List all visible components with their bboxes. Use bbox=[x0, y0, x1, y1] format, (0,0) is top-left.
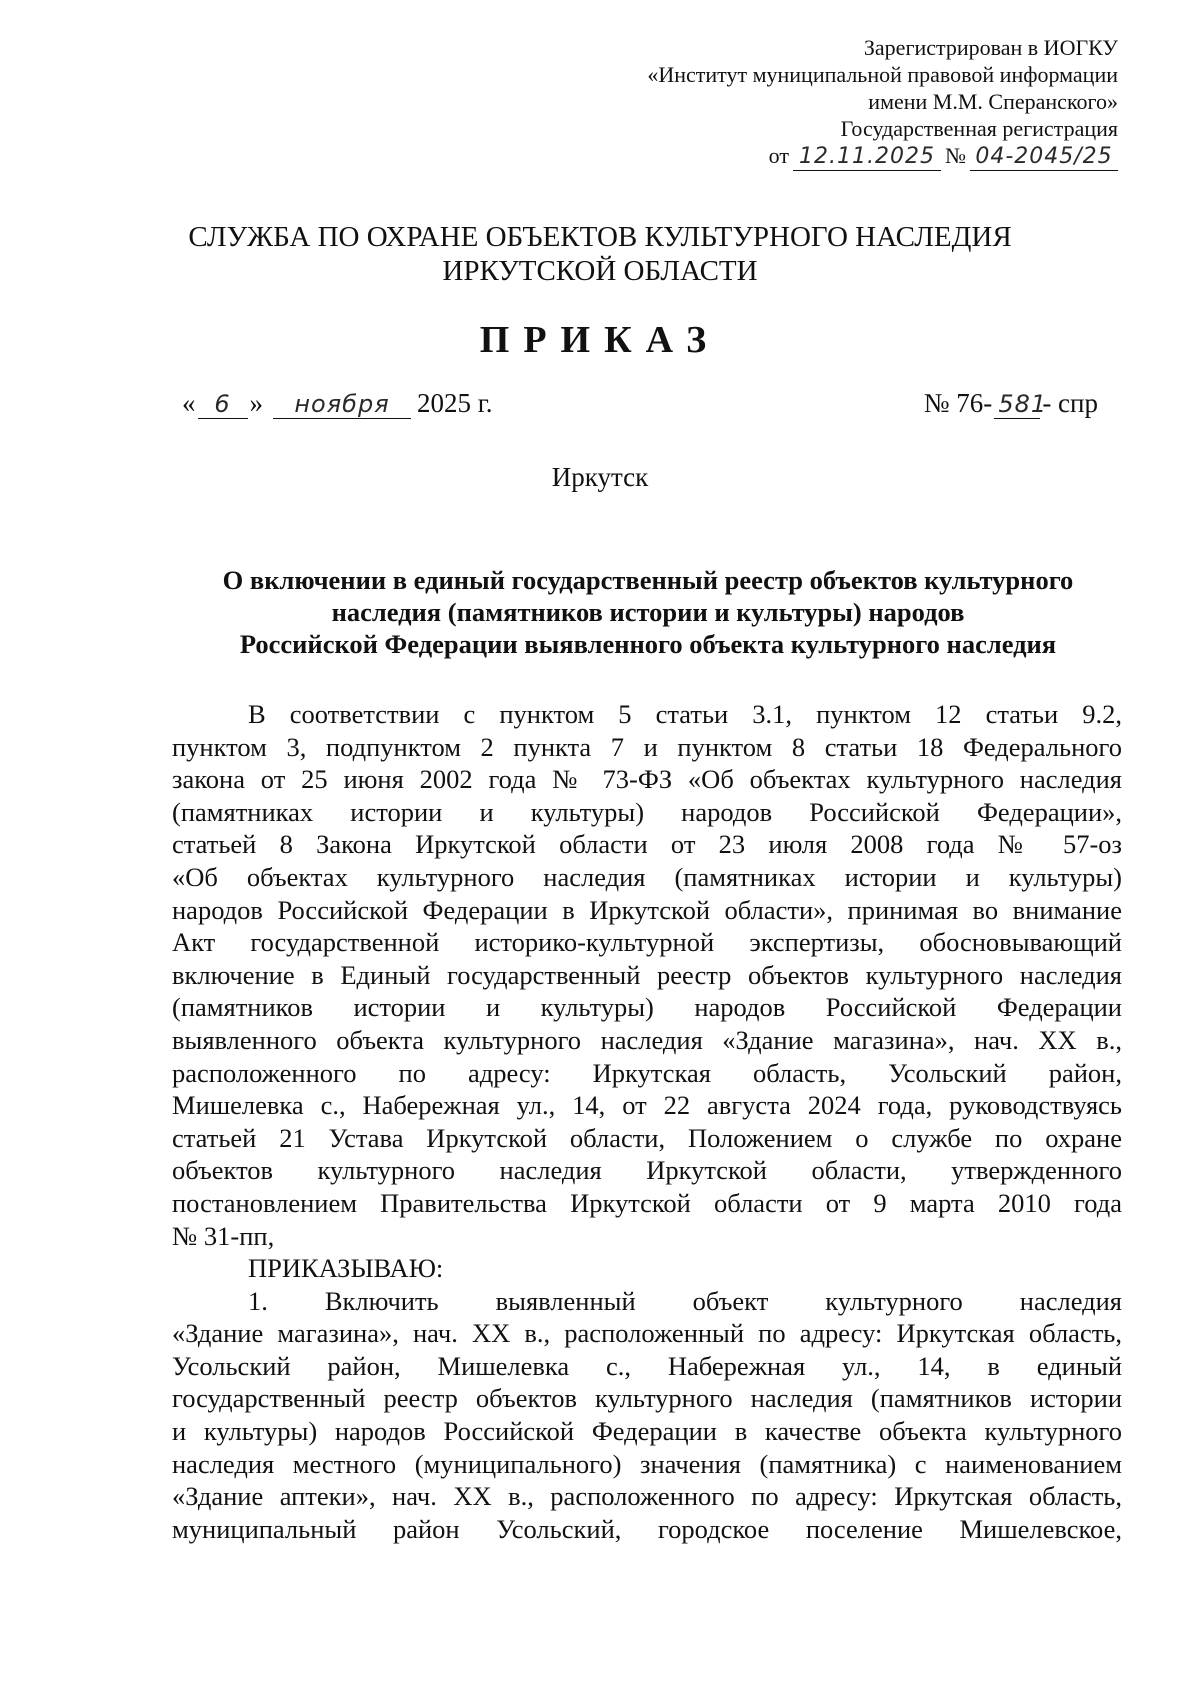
body-line: № 31-пп, bbox=[172, 1220, 275, 1251]
registration-from-label: от bbox=[768, 143, 789, 168]
date-day-handwritten: 6 bbox=[198, 390, 248, 419]
registration-date-number bbox=[598, 142, 1118, 171]
registration-line-4: Государственная регистрация bbox=[840, 116, 1118, 141]
registration-date-handwritten: 12.11.2025 bbox=[793, 143, 941, 171]
body-line: (памятниках истории и культуры) народов Российской Федерации», bbox=[172, 796, 1122, 827]
order-number-suffix: - спр bbox=[1042, 388, 1098, 418]
body-line: постановлением Правительства Иркутской области от 9 марта 2010 года bbox=[172, 1187, 1122, 1218]
body-line: пунктом 3, подпунктом 2 пункта 7 и пунктом 8 статьи 18 Федерального bbox=[172, 731, 1122, 762]
body-line: В соответствии с пунктом 5 статьи 3.1, пунктом 12 статьи 9.2, bbox=[248, 699, 1122, 729]
date-month-handwritten: ноября bbox=[273, 390, 411, 419]
body-line: «Здание аптеки», нач. XX в., расположенного по адресу: Иркутская область, bbox=[172, 1481, 1122, 1512]
date-year: 2025 г. bbox=[417, 388, 493, 418]
registration-line-2: «Институт муниципальной правовой информации bbox=[647, 62, 1118, 87]
body-line: 1. Включить выявленный объект культурного наследия bbox=[248, 1285, 1122, 1316]
body-line: Мишелевка с., Набережная ул., 14, от 22 августа 2024 года, руководствуясь bbox=[172, 1090, 1122, 1121]
document-type-title: ПРИКАЗ bbox=[479, 319, 721, 361]
registration-number-label: № bbox=[945, 143, 966, 168]
body-line: статьей 8 Закона Иркутской области от 23 июля 2008 года № 57-оз bbox=[172, 829, 1122, 860]
date-open-quote: « bbox=[182, 388, 196, 418]
body-line: Акт государственной историко-культурной экспертизы, обосновывающий bbox=[172, 927, 1122, 958]
body-line: выявленного объекта культурного наследия «Здание магазина», нач. XX в., bbox=[172, 1024, 1122, 1055]
agency-line-2: ИРКУТСКОЙ ОБЛАСТИ bbox=[442, 255, 758, 287]
order-directive: ПРИКАЗЫВАЮ: bbox=[248, 1253, 444, 1284]
date-close-quote: » bbox=[249, 388, 263, 418]
body-line: «Здание магазина», нач. XX в., расположенный по адресу: Иркутская область, bbox=[172, 1318, 1122, 1349]
agency-line-1: СЛУЖБА ПО ОХРАНЕ ОБЪЕКТОВ КУЛЬТУРНОГО НАСЛЕДИЯ bbox=[188, 221, 1012, 253]
body-line: народов Российской Федерации в Иркутской области», принимая во внимание bbox=[172, 894, 1122, 925]
body-line: статьей 21 Устава Иркутской области, Положением о службе по охране bbox=[172, 1122, 1122, 1153]
registration-line-1: Зарегистрирован в ИОГКУ bbox=[863, 35, 1118, 60]
order-number-handwritten: 581 bbox=[994, 390, 1040, 419]
order-number bbox=[924, 388, 1098, 419]
body-line: Усольский район, Мишелевка с., Набережная ул., 14, в единый bbox=[172, 1350, 1122, 1381]
order-date bbox=[182, 388, 493, 419]
heading-line-2: наследия (памятников истории и культуры) народов bbox=[331, 597, 965, 627]
body-line: и культуры) народов Российской Федерации в качестве объекта культурного bbox=[172, 1416, 1122, 1447]
heading-line-3: Российской Федерации выявленного объекта культурного наследия bbox=[239, 629, 1057, 659]
body-line: государственный реестр объектов культурного наследия (памятников истории bbox=[172, 1383, 1122, 1414]
body-line: «Об объектах культурного наследия (памятниках истории и культуры) bbox=[172, 861, 1122, 892]
registration-stamp bbox=[598, 34, 1118, 171]
body-line: (памятников истории и культуры) народов Российской Федерации bbox=[172, 992, 1122, 1023]
registration-line-3: имени М.М. Сперанского» bbox=[868, 89, 1118, 114]
body-line: включение в Единый государственный реестр объектов культурного наследия bbox=[172, 959, 1122, 990]
order-number-prefix: № 76- bbox=[923, 388, 993, 418]
body-line: расположенного по адресу: Иркутская область, Усольский район, bbox=[172, 1057, 1122, 1088]
order-heading bbox=[172, 564, 1124, 660]
body-line: муниципальный район Усольский, городское поселение Мишелевское, bbox=[172, 1513, 1122, 1544]
heading-line-1: О включении в единый государственный реестр объектов культурного bbox=[222, 565, 1074, 595]
body-line: наследия местного (муниципального) значения (памятника) с наименованием bbox=[172, 1448, 1122, 1479]
body-line: закона от 25 июня 2002 года № 73-ФЗ «Об объектах культурного наследия bbox=[172, 764, 1122, 795]
body-line: объектов культурного наследия Иркутской области, утвержденного bbox=[172, 1155, 1122, 1186]
body-text bbox=[172, 698, 1122, 1545]
city: Иркутск bbox=[551, 462, 649, 492]
registration-number-handwritten: 04-2045/25 bbox=[970, 143, 1118, 171]
agency-name bbox=[0, 220, 1200, 288]
